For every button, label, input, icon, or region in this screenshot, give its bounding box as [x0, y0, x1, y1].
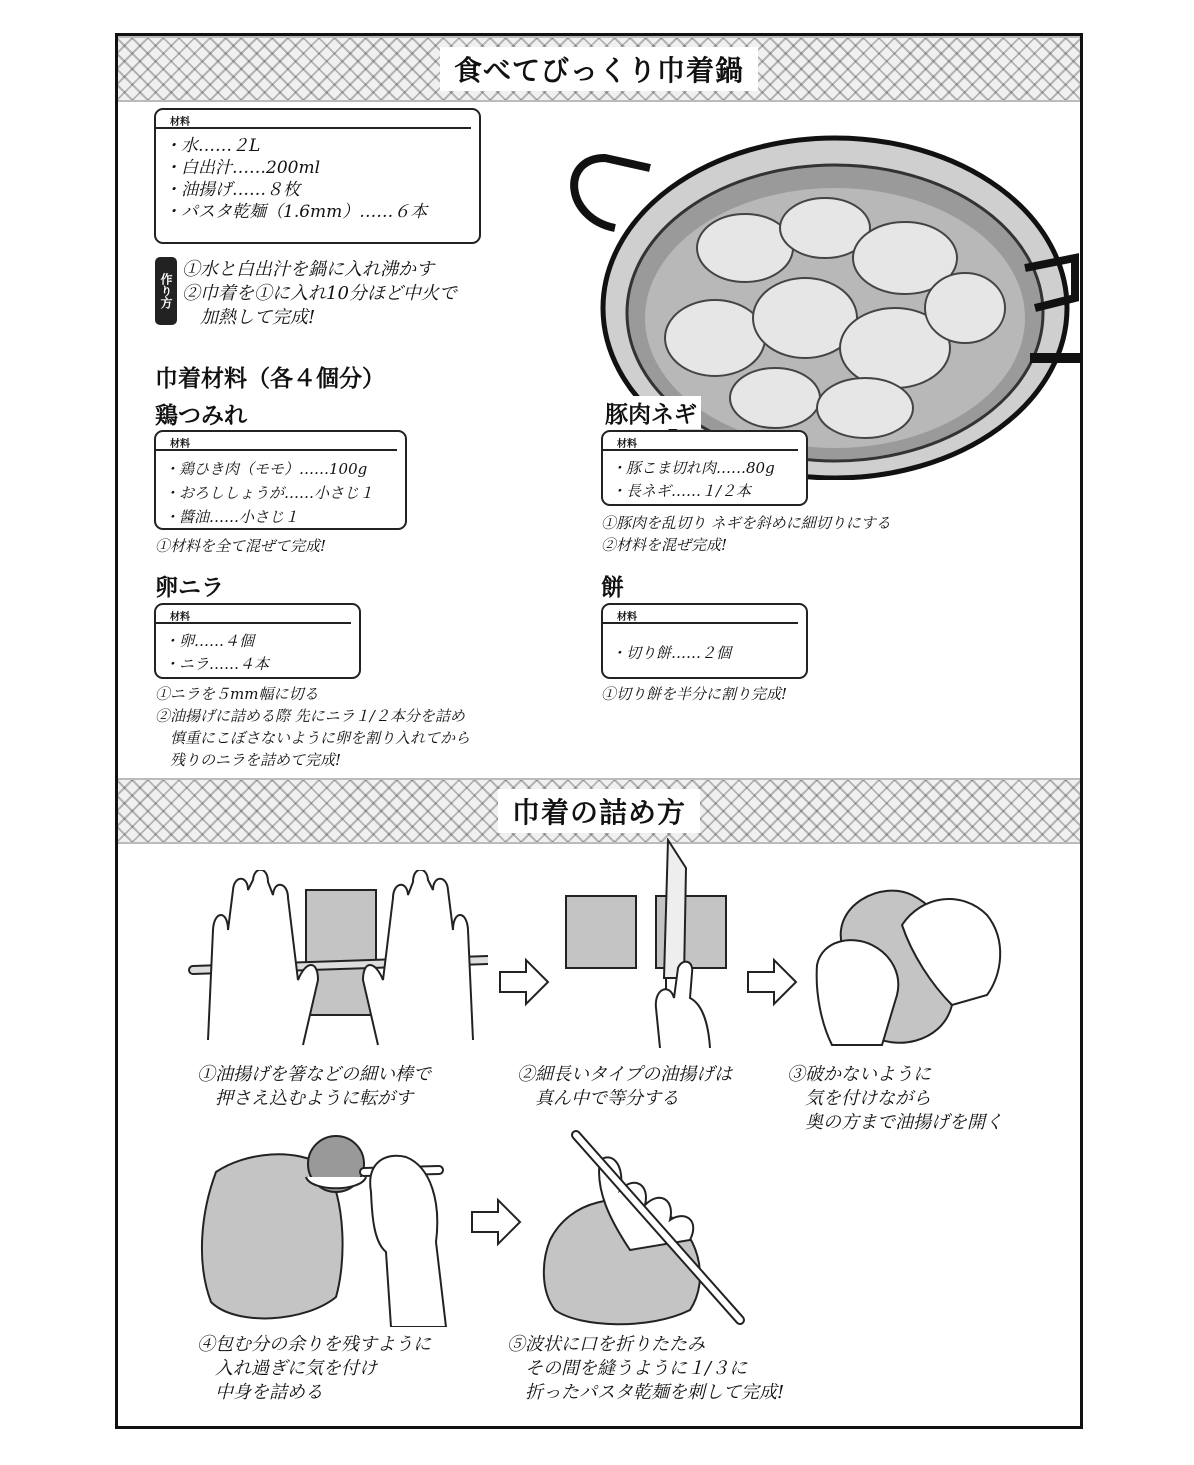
step-line: 慎重にこぼさないように卵を割り入れてから — [155, 729, 471, 747]
tsumire-step: ①材料を全て混ぜて完成! — [155, 537, 327, 555]
filling-step-5 — [507, 1333, 784, 1405]
egg-nira-steps — [155, 683, 470, 771]
arrow-icon — [498, 957, 550, 1007]
spoon-fill-illustration — [196, 1132, 458, 1327]
section-title: 巾着の詰め方 — [498, 789, 700, 833]
filling-banner — [118, 778, 1080, 844]
method-tab: 作り方 — [155, 257, 177, 325]
step-line: ①ニラを５mm幅に切る — [155, 685, 319, 703]
filling-step-4 — [197, 1333, 431, 1405]
step-line: ②油揚げに詰める際 先にニラ１/２本分を詰め — [155, 707, 465, 725]
ingredients-header: 材料 — [156, 605, 351, 624]
step-line: 加熱して完成! — [182, 307, 316, 328]
mochi-title: 餅 — [601, 575, 624, 601]
filling-step-1 — [197, 1063, 431, 1111]
main-steps — [182, 258, 457, 330]
page-title: 食べてびっくり巾着鍋 — [440, 47, 758, 91]
arrow-icon — [746, 957, 798, 1007]
pork-negi-ingredients-box — [601, 430, 808, 506]
pork-negi-title: 豚肉ネギ — [601, 396, 701, 429]
filling-step-2 — [517, 1063, 732, 1111]
ingredient-line: ・水……２L — [164, 136, 261, 156]
mochi-ingredients-box — [601, 603, 808, 679]
fillings-heading: 巾着材料（各４個分） — [155, 366, 385, 392]
step-line: ②巾着を①に入れ10分ほど中火で — [182, 283, 457, 304]
mochi-step: ①切り餅を半分に割り完成! — [601, 685, 788, 703]
filling-step-3 — [787, 1063, 1003, 1135]
egg-nira-title: 卵ニラ — [155, 575, 224, 601]
caption-line: 気を付けながら — [787, 1088, 931, 1109]
ingredients-header: 材料 — [603, 432, 798, 451]
ingredient-line: ・油揚げ……８枚 — [164, 180, 300, 200]
egg-nira-ingredients-box — [154, 603, 361, 679]
caption-line: 中身を詰める — [197, 1382, 323, 1403]
main-ingredients-box — [154, 108, 481, 244]
caption-line: ③破かないように — [787, 1064, 931, 1085]
ingredient-line: ・ニラ……４本 — [164, 655, 270, 673]
step-line: ②材料を混ぜ完成! — [601, 536, 728, 554]
ingredients-header: 材料 — [156, 432, 397, 451]
pork-negi-steps — [601, 512, 891, 556]
tsumire-title: 鶏つみれ — [155, 403, 247, 429]
caption-line: ⑤波状に口を折りたたみ — [507, 1334, 705, 1355]
caption-line: その間を縫うように１/３に — [507, 1358, 748, 1379]
caption-line: ①油揚げを箸などの細い棒で — [197, 1064, 431, 1085]
step-line: ①水と白出汁を鍋に入れ沸かす — [182, 259, 434, 280]
caption-line: 折ったパスタ乾麺を刺して完成! — [507, 1382, 785, 1403]
step-line: 残りのニラを詰めて完成! — [155, 751, 342, 769]
caption-line: ④包む分の余りを残すように — [197, 1334, 431, 1355]
title-banner — [118, 36, 1080, 102]
open-pouch-illustration — [812, 885, 1007, 1050]
skewer-close-illustration — [540, 1130, 752, 1330]
ingredient-line: ・白出汁……200ml — [164, 158, 321, 178]
caption-line: 真ん中で等分する — [517, 1088, 679, 1109]
ingredient-line: ・醬油……小さじ１ — [164, 508, 300, 526]
step-line: ①豚肉を乱切り ネギを斜めに細切りにする — [601, 514, 891, 532]
knife-cut-illustration — [560, 838, 740, 1050]
ingredients-header: 材料 — [156, 110, 471, 129]
ingredient-line: ・切り餅……２個 — [611, 644, 732, 662]
ingredient-line: ・長ネギ……１/２本 — [611, 482, 752, 500]
ingredient-line: ・パスタ乾麺（1.6mm）……６本 — [164, 202, 428, 222]
ingredient-line: ・おろししょうが……小さじ１ — [164, 484, 375, 502]
ingredients-header: 材料 — [603, 605, 798, 624]
hands-rolling-illustration — [188, 870, 488, 1050]
caption-line: 奥の方まで油揚げを開く — [787, 1112, 1003, 1133]
caption-line: 押さえ込むように転がす — [197, 1088, 413, 1109]
ingredient-line: ・卵……４個 — [164, 632, 255, 650]
caption-line: ②細長いタイプの油揚げは — [517, 1064, 733, 1085]
tsumire-ingredients-box — [154, 430, 407, 530]
arrow-icon — [470, 1197, 522, 1247]
ingredient-line: ・鶏ひき肉（モモ）……100g — [164, 460, 368, 478]
caption-line: 入れ過ぎに気を付け — [197, 1358, 377, 1379]
ingredient-line: ・豚こま切れ肉……80g — [611, 459, 775, 477]
